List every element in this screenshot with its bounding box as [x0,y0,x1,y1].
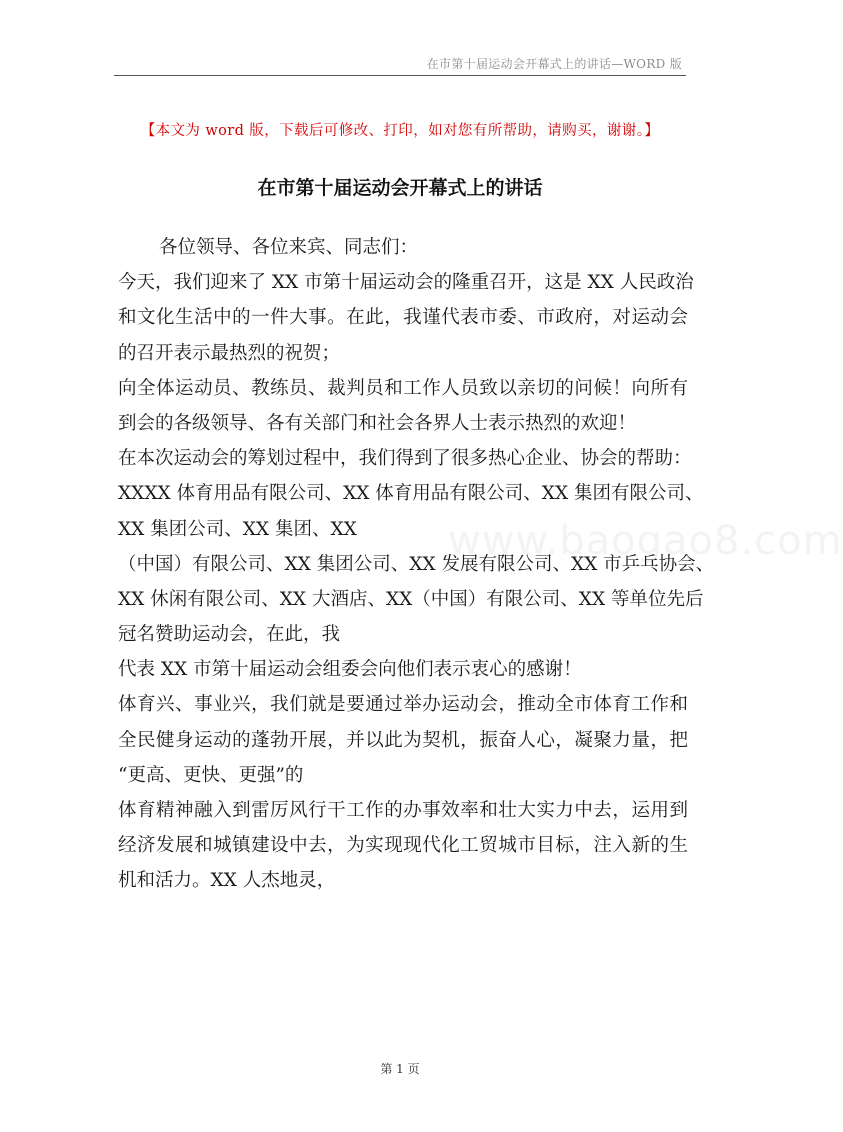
body-line: 机和活力。XX 人杰地灵， [118,870,336,892]
running-header-title: 在市第十届运动会开幕式上的讲话—WORD 版 [426,57,682,71]
body-line: 体育精神融入到雷厉风行干工作的办事效率和壮大实力中去，运用到 [118,800,688,821]
header-divider [114,75,686,76]
body-line: 到会的各级领导、各有关部门和社会各界人士表示热烈的欢迎！ [118,412,637,434]
body-line: 经济发展和城镇建设中去，为实现现代化工贸城市目标，注入新的生 [118,835,688,857]
body-line: XX 集团公司、XX 集团、XX [118,518,357,540]
body-line: XX 休闲有限公司、XX 大酒店、XX（中国）有限公司、XX 等单位先后 [118,588,704,610]
body-line: （中国）有限公司、XX 集团公司、XX 发展有限公司、XX 市乒乓协会、 [118,553,715,575]
body-line: 和文化生活中的一件大事。在此，我谨代表市委、市政府，对运动会 [118,307,688,329]
body-line: 冠名赞助运动会，在此，我 [118,624,341,646]
page-number: 第 1 页 [380,1062,420,1076]
body-line: 在本次运动会的筹划过程中，我们得到了很多热心企业、协会的帮助： [118,448,692,470]
purchase-notice: 【本文为 word 版，下载后可修改、打印，如对您有所帮助，请购买，谢谢。】 [140,123,660,139]
body-line: 今天，我们迎来了 XX 市第十届运动会的隆重召开，这是 XX 人民政治 [118,272,694,294]
body-line: 的召开表示最热烈的祝贺； [118,342,341,364]
body-line: XXXX 体育用品有限公司、XX 体育用品有限公司、XX 集团有限公司、 [118,483,704,505]
watermark-text: www.baogao8.com [448,518,843,564]
body-line: 向全体运动员、教练员、裁判员和工作人员致以亲切的问候！向所有 [118,377,688,399]
body-line: 全民健身运动的蓬勃开展，并以此为契机，振奋人心，凝聚力量，把 [118,729,688,751]
body-line: “更高、更快、更强”的 [118,764,304,786]
document-title: 在市第十届运动会开幕式上的讲话 [257,177,543,199]
salutation-line: 各位领导、各位来宾、同志们： [159,237,419,258]
body-line: 代表 XX 市第十届运动会组委会向他们表示衷心的感谢！ [118,659,582,681]
document-body [118,230,715,899]
body-line: 体育兴、事业兴，我们就是要通过举办运动会，推动全市体育工作和 [118,694,688,716]
